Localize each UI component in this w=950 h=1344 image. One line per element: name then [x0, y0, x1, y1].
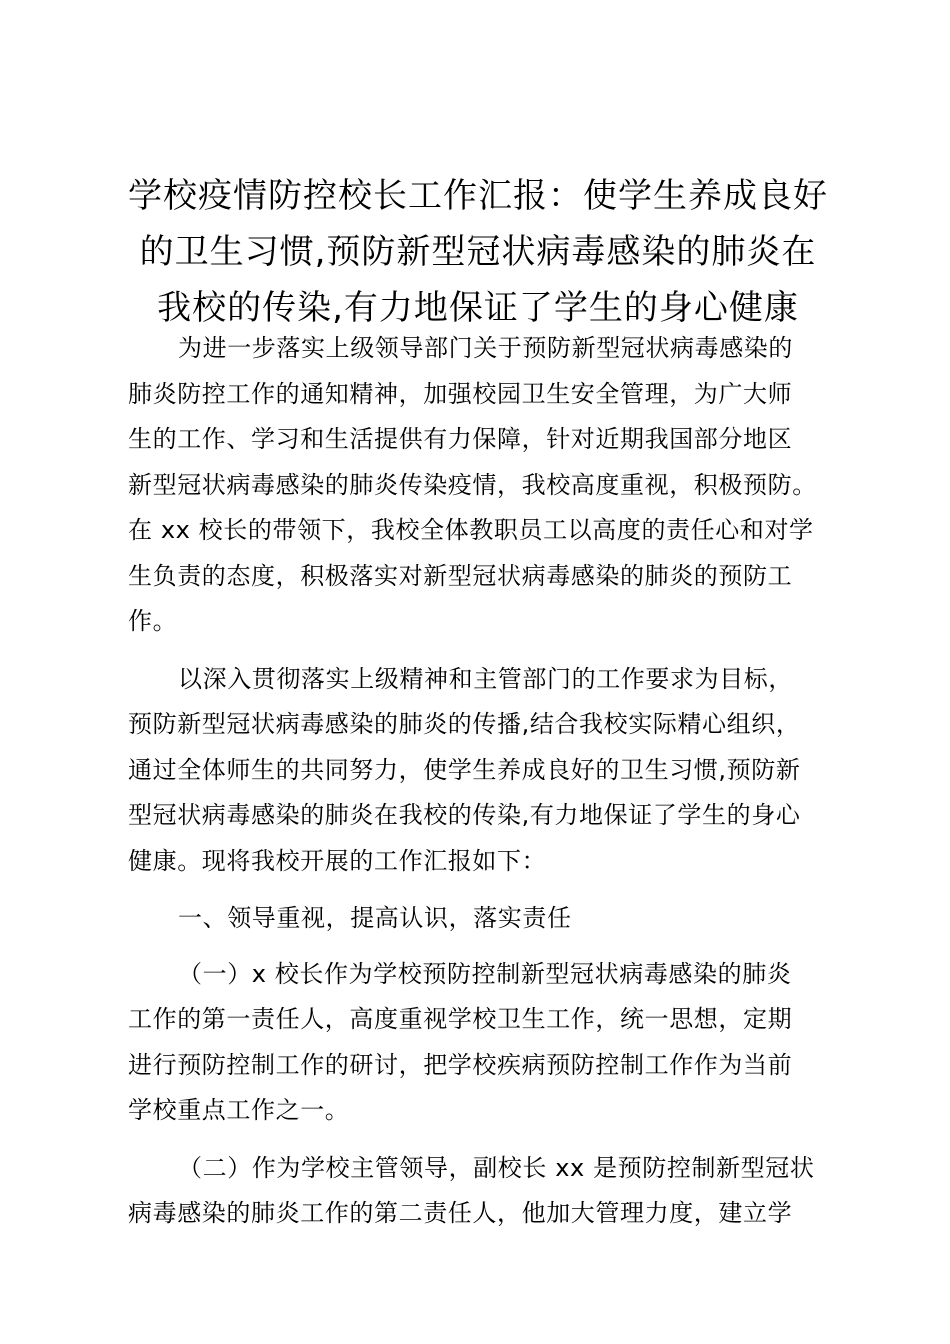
text-line: 作。 — [128, 607, 178, 635]
paragraph-goal — [128, 657, 848, 885]
text-line: （一）x 校长作为学校预防控制新型冠状病毒感染的肺炎 — [178, 959, 792, 988]
document-body — [128, 326, 848, 1249]
text-line: 生负责的态度，积极落实对新型冠状病毒感染的肺炎的预防工 — [128, 561, 793, 590]
title-line: 学校疫情防控校长工作汇报：使学生养成良好 — [128, 176, 828, 216]
text-line: 新型冠状病毒感染的肺炎传染疫情，我校高度重视，积极预防。 — [128, 470, 817, 499]
text-line: 工作的第一责任人，高度重视学校卫生工作，统一思想，定期 — [128, 1005, 793, 1033]
text-line: 型冠状病毒感染的肺炎在我校的传染,有力地保证了学生的身心 — [128, 801, 801, 829]
title-line: 我校的传染,有力地保证了学生的身心健康 — [157, 288, 799, 328]
text-line: 以深入贯彻落实上级精神和主管部门的工作要求为目标， — [178, 664, 793, 693]
text-line: 病毒感染的肺炎工作的第二责任人，他加大管理力度，建立学 — [128, 1199, 793, 1227]
text-line: 在 xx 校长的带领下，我校全体教职员工以高度的责任心和对学 — [128, 516, 814, 544]
text-line: 健康。现将我校开展的工作汇报如下： — [128, 846, 547, 875]
document-title — [120, 168, 836, 336]
sub-paragraph-1 — [128, 952, 848, 1134]
text-line: 预防新型冠状病毒感染的肺炎的传播,结合我校实际精心组织， — [128, 710, 801, 738]
paragraph-intro — [128, 326, 848, 645]
text-line: 肺炎防控工作的通知精神，加强校园卫生安全管理，为广大师 — [128, 379, 793, 408]
sub-paragraph-2 — [128, 1146, 848, 1237]
text-line: 进行预防控制工作的研讨，把学校疾病预防控制工作作为当前 — [128, 1050, 793, 1079]
title-line: 的卫生习惯,预防新型冠状病毒感染的肺炎在 — [139, 232, 817, 272]
text-line: 通过全体师生的共同努力，使学生养成良好的卫生习惯,预防新 — [128, 755, 801, 784]
section-heading: 一、领导重视，提高认识，落实责任 — [178, 904, 572, 932]
text-line: （二）作为学校主管领导，副校长 xx 是预防控制新型冠状 — [178, 1153, 815, 1182]
text-line: 生的工作、学习和生活提供有力保障，针对近期我国部分地区 — [128, 425, 793, 453]
text-line: 学校重点工作之一。 — [128, 1096, 350, 1124]
text-line: 为进一步落实上级领导部门关于预防新型冠状病毒感染的 — [178, 334, 793, 362]
